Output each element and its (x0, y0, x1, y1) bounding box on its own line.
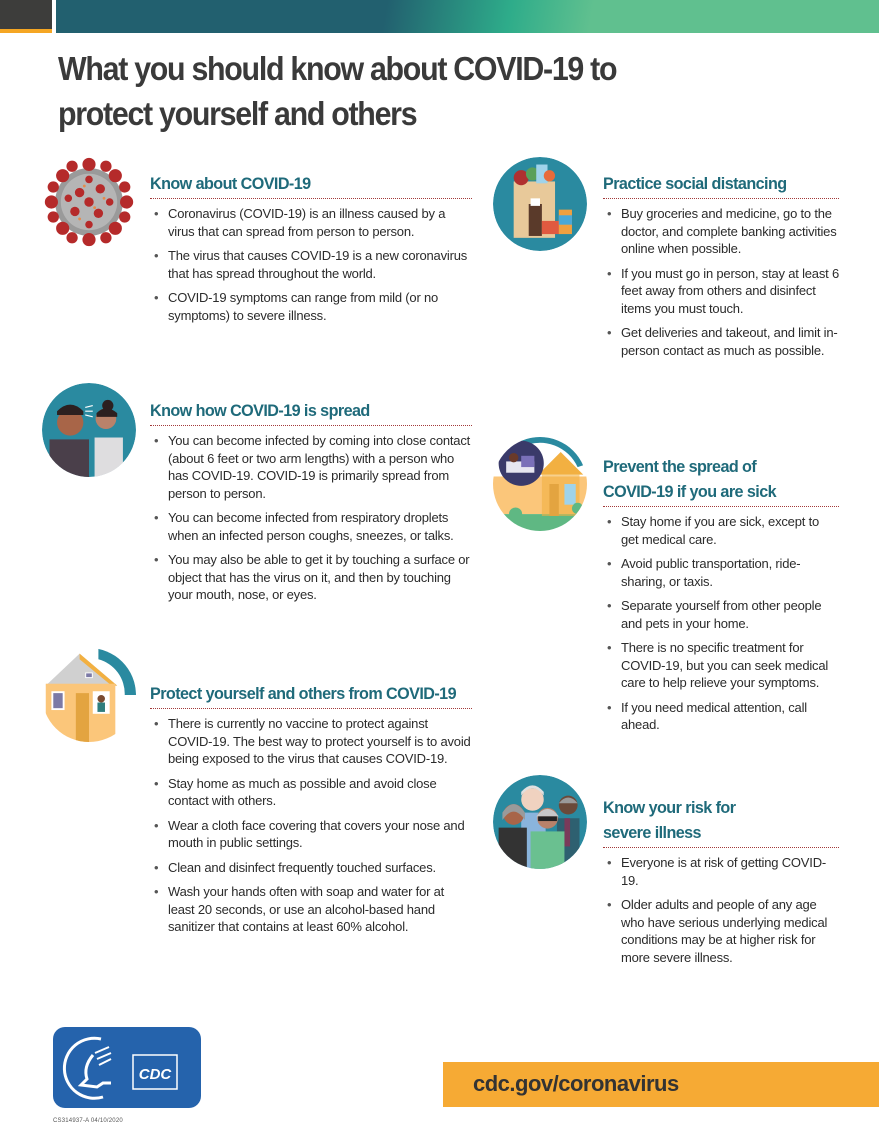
bullet-dot: • (607, 265, 612, 281)
section-heading: Protect yourself and others from COVID-19 (150, 684, 456, 703)
section-risk (603, 795, 839, 973)
document-code: CS314937-A 04/10/2020 (53, 1118, 123, 1124)
bullet-item: • Coronavirus (COVID-19) is an illness caused by a virus that can spread from person to person. (154, 206, 446, 239)
coronavirus-icon (42, 155, 136, 249)
bullet-list (603, 513, 839, 734)
bullet-item: • Buy groceries and medicine, go to the doctor, and complete banking activities online when possible. (607, 206, 837, 256)
section-heading: Know your risk for severe illness (603, 798, 736, 842)
bullet-item: • Stay home as much as possible and avoid close contact with others. (154, 775, 437, 808)
section-heading: Prevent the spread of COVID-19 if you are sick (603, 457, 777, 501)
section-divider (150, 708, 472, 709)
top-orange-stripe (0, 29, 52, 33)
bullet-dot: • (154, 775, 159, 791)
section-heading: Practice social distancing (603, 174, 787, 193)
bullet-item: • You can become infected by coming into close contact (about 6 feet or two arm lengths) with a person who has COVID-19. COVID-19 is primarily spread from person to person. (154, 433, 471, 501)
bullet-dot: • (607, 640, 612, 655)
bullet-list (150, 205, 472, 324)
older-adults-icon (493, 775, 587, 869)
bullet-item: • If you must go in person, stay at least 6 feet away from others and disinfect items you must touch. (607, 265, 839, 316)
bullet-dot: • (607, 598, 612, 613)
bullet-list (150, 432, 472, 604)
bullet-dot: • (154, 817, 159, 833)
header-banner (56, 0, 879, 33)
section-protect (150, 681, 472, 943)
bullet-item: • The virus that causes COVID-19 is a new coronavirus that has spread throughout the world. (154, 248, 468, 281)
section-divider (603, 198, 839, 199)
section-know-about (150, 171, 472, 331)
house-icon (42, 648, 136, 742)
section-divider (603, 506, 839, 507)
section-divider (150, 425, 472, 426)
bullet-dot: • (607, 699, 612, 715)
grocery-bag-icon (493, 157, 587, 251)
title-line-2: protect yourself and others (58, 95, 417, 132)
bullet-item: • Avoid public transportation, ride-sharing, or taxis. (607, 556, 801, 589)
bullet-item: • If you need medical attention, call ahead. (607, 699, 807, 732)
sick-at-home-icon (493, 437, 587, 531)
bullet-dot: • (154, 433, 159, 448)
section-divider (603, 847, 839, 848)
bullet-dot: • (154, 248, 159, 263)
bullet-dot: • (607, 514, 612, 529)
title-line-1: What you should know about COVID-19 to (58, 50, 617, 87)
bullet-dot: • (154, 716, 159, 731)
bullet-dot: • (607, 897, 612, 912)
bullet-item: • Get deliveries and takeout, and limit in-person contact as much as possible. (607, 325, 838, 358)
bullet-item: • Everyone is at risk of getting COVID-19. (607, 855, 827, 888)
section-heading: Know about COVID-19 (150, 174, 311, 193)
bullet-item: • Stay home if you are sick, except to get medical care. (607, 514, 820, 547)
bullet-item: • There is currently no vaccine to protect against COVID-19. The best way to protect yourself is to avoid being exposed to the virus that causes COVID-19. (154, 716, 471, 766)
bullet-item: • You can become infected from respiratory droplets when an infected person coughs, sneezes, or talks. (154, 510, 454, 543)
bullet-item: • COVID-19 symptoms can range from mild (or no symptoms) to severe illness. (154, 290, 439, 323)
bullet-dot: • (607, 556, 612, 571)
section-if-sick (603, 454, 839, 741)
bullet-dot: • (607, 325, 612, 340)
bullet-dot: • (154, 290, 159, 305)
cdc-url-banner[interactable] (443, 1062, 879, 1107)
hhs-cdc-logo (53, 1027, 201, 1108)
bullet-item: • Clean and disinfect frequently touched surfaces. (154, 859, 436, 875)
section-social-distancing (603, 171, 839, 366)
bullet-dot: • (154, 552, 159, 567)
bullet-item: • Separate yourself from other people and pets in your home. (607, 598, 822, 631)
bullet-dot: • (607, 206, 612, 221)
bullet-dot: • (154, 859, 159, 875)
bullet-dot: • (154, 510, 159, 525)
bullet-dot: • (607, 855, 612, 870)
section-how-spread (150, 398, 472, 611)
bullet-item: • Older adults and people of any age who have serious underlying medical conditions may be at higher risk for more severe illness. (607, 897, 828, 965)
coughing-people-icon (42, 383, 136, 477)
svg-text:CDC: CDC (138, 1066, 172, 1083)
page-title (58, 46, 720, 136)
bullet-item: • Wash your hands often with soap and water for at least 20 seconds, or use an alcohol-based hand sanitizer that contains at least 60% alcohol. (154, 884, 445, 934)
section-divider (150, 198, 472, 199)
bullet-dot: • (154, 884, 159, 899)
section-heading: Know how COVID-19 is spread (150, 401, 370, 420)
bullet-list (150, 715, 472, 936)
bullet-list (603, 205, 839, 359)
cdc-url-link[interactable]: cdc.gov/coronavirus (473, 1071, 679, 1096)
bullet-item: • Wear a cloth face covering that covers your nose and mouth in public settings. (154, 817, 465, 850)
bullet-item: • There is no specific treatment for COVID-19, but you can seek medical care to help relieve your symptoms. (607, 640, 829, 690)
bullet-dot: • (154, 206, 159, 221)
bullet-list (603, 854, 839, 966)
bullet-item: • You may also be able to get it by touching a surface or object that has the virus on it, and then by touching your mouth, nose, or eyes. (154, 552, 470, 602)
top-dark-block (0, 0, 52, 29)
